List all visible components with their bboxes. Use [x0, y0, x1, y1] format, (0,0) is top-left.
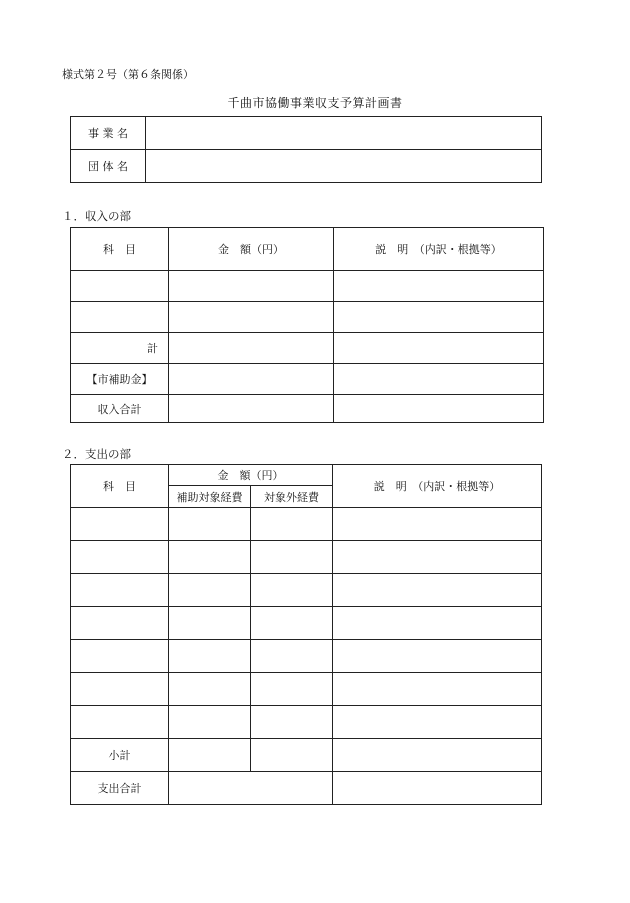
- table-row: [71, 541, 542, 574]
- expense-subsidized-cell[interactable]: [169, 541, 251, 574]
- expense-subtotal-label: 小計: [71, 739, 169, 772]
- city-subsidy-label: 【市補助金】: [71, 364, 169, 395]
- city-subsidy-amount[interactable]: [169, 364, 334, 395]
- income-amount-cell[interactable]: [169, 302, 334, 333]
- expense-nonsubsidized-cell[interactable]: [251, 508, 333, 541]
- income-total-label: 収入合計: [71, 395, 169, 423]
- income-subtotal-label: 計: [71, 333, 169, 364]
- income-subtotal-amount[interactable]: [169, 333, 334, 364]
- expense-col-nonsubsidized: 対象外経費: [251, 486, 333, 508]
- table-row: [71, 333, 544, 364]
- expense-subsidized-cell[interactable]: [169, 508, 251, 541]
- expense-subtotal-desc[interactable]: [333, 739, 542, 772]
- income-col-amount: 金 額（円）: [169, 228, 334, 271]
- expense-total-amount[interactable]: [169, 772, 333, 805]
- expense-col-item: 科 目: [71, 465, 169, 508]
- income-subtotal-desc[interactable]: [334, 333, 544, 364]
- table-row: [71, 772, 542, 805]
- table-row: [71, 302, 544, 333]
- expense-subsidized-cell[interactable]: [169, 706, 251, 739]
- expense-item-cell[interactable]: [71, 706, 169, 739]
- income-item-cell[interactable]: [71, 302, 169, 333]
- project-name-label: 事 業 名: [71, 117, 146, 150]
- income-section-heading: １．収入の部: [62, 209, 131, 223]
- expense-desc-cell[interactable]: [333, 640, 542, 673]
- expense-subsidized-cell[interactable]: [169, 673, 251, 706]
- expense-desc-cell[interactable]: [333, 706, 542, 739]
- expense-table: [70, 464, 542, 805]
- income-amount-cell[interactable]: [169, 271, 334, 302]
- table-row: [71, 271, 544, 302]
- expense-col-subsidized: 補助対象経費: [169, 486, 251, 508]
- expense-subsidized-cell[interactable]: [169, 607, 251, 640]
- table-row: [71, 574, 542, 607]
- income-col-item: 科 目: [71, 228, 169, 271]
- expense-nonsubsidized-cell[interactable]: [251, 673, 333, 706]
- expense-subsidized-cell[interactable]: [169, 640, 251, 673]
- income-table: [70, 227, 544, 423]
- table-row: [71, 673, 542, 706]
- expense-nonsubsidized-cell[interactable]: [251, 640, 333, 673]
- project-info-table: [70, 116, 542, 183]
- expense-nonsubsidized-cell[interactable]: [251, 706, 333, 739]
- expense-desc-cell[interactable]: [333, 574, 542, 607]
- table-row: [71, 508, 542, 541]
- expense-item-cell[interactable]: [71, 673, 169, 706]
- table-row: [71, 640, 542, 673]
- organization-name-label: 団 体 名: [71, 150, 146, 183]
- expense-item-cell[interactable]: [71, 574, 169, 607]
- expense-nonsubsidized-cell[interactable]: [251, 541, 333, 574]
- expense-col-amount: 金 額（円）: [169, 465, 333, 486]
- expense-col-desc: 説 明 （内訳・根拠等）: [333, 465, 542, 508]
- table-row: [71, 364, 544, 395]
- expense-item-cell[interactable]: [71, 640, 169, 673]
- expense-item-cell[interactable]: [71, 508, 169, 541]
- expense-desc-cell[interactable]: [333, 541, 542, 574]
- project-name-field[interactable]: [146, 117, 542, 150]
- form-number: 様式第２号（第６条関係）: [62, 68, 194, 81]
- city-subsidy-desc[interactable]: [334, 364, 544, 395]
- expense-item-cell[interactable]: [71, 607, 169, 640]
- expense-total-desc[interactable]: [333, 772, 542, 805]
- income-total-desc[interactable]: [334, 395, 544, 423]
- expense-subtotal-subsidized[interactable]: [169, 739, 251, 772]
- expense-total-label: 支出合計: [71, 772, 169, 805]
- table-row: [71, 739, 542, 772]
- expense-subtotal-nonsubsidized[interactable]: [251, 739, 333, 772]
- income-desc-cell[interactable]: [334, 271, 544, 302]
- expense-desc-cell[interactable]: [333, 607, 542, 640]
- table-row: [71, 395, 544, 423]
- table-row: [71, 607, 542, 640]
- expense-nonsubsidized-cell[interactable]: [251, 607, 333, 640]
- expense-desc-cell[interactable]: [333, 673, 542, 706]
- expense-section-heading: ２．支出の部: [62, 447, 131, 461]
- income-desc-cell[interactable]: [334, 302, 544, 333]
- table-row: [71, 706, 542, 739]
- income-total-amount[interactable]: [169, 395, 334, 423]
- income-col-desc: 説 明 （内訳・根拠等）: [334, 228, 544, 271]
- expense-subsidized-cell[interactable]: [169, 574, 251, 607]
- organization-name-field[interactable]: [146, 150, 542, 183]
- expense-nonsubsidized-cell[interactable]: [251, 574, 333, 607]
- document-title: 千曲市協働事業収支予算計画書: [227, 96, 403, 110]
- income-item-cell[interactable]: [71, 271, 169, 302]
- expense-desc-cell[interactable]: [333, 508, 542, 541]
- expense-item-cell[interactable]: [71, 541, 169, 574]
